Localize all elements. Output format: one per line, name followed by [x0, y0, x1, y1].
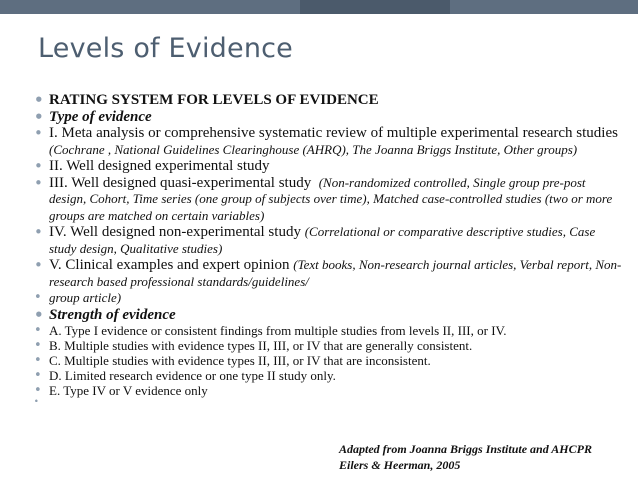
top-bar-segment [0, 0, 300, 14]
list-item: • II. Well designed experimental study [34, 158, 624, 175]
list-item: • I. Meta analysis or comprehensive systematic review of multiple experimental research studies (Cochrane , National Guidelines Clearinghouse (AHRQ), The Joanna Briggs Institute, Other groups) [34, 125, 624, 158]
attribution-line: Eilers & Heerman, 2005 [339, 458, 461, 472]
list-item: • C. Multiple studies with evidence types II, III, or IV that are inconsistent. [34, 353, 624, 368]
attribution-line: Adapted from Joanna Briggs Institute and AHCPR [339, 442, 592, 456]
bullet-list [34, 92, 624, 398]
list-item: • B. Multiple studies with evidence types II, III, or IV that are generally consistent. [34, 338, 624, 353]
list-item: • group article) [34, 290, 624, 307]
list-item: • V. Clinical examples and expert opinion (Text books, Non-research journal articles, Verbal report, Non-research based professional standards/guidelines/ [34, 257, 624, 290]
list-item: • Type of evidence [34, 109, 624, 126]
list-item: • IV. Well designed non-experimental study (Correlational or comparative descriptive studies, Case study design, Qualitative studies) [34, 224, 624, 257]
list-item: • D. Limited research evidence or one type II study only. [34, 368, 624, 383]
list-item: • III. Well designed quasi-experimental study (Non-randomized controlled, Single group pre-post design, Cohort, Time series (one group of subjects over time), Matched case-controlled studies (two or more groups are matched on certain variables) [34, 175, 624, 225]
attribution [339, 441, 592, 473]
list-item: • Strength of evidence [34, 307, 624, 324]
list-item: • RATING SYSTEM FOR LEVELS OF EVIDENCE [34, 92, 624, 109]
top-bar-segment [450, 0, 638, 14]
list-item: • E. Type IV or V evidence only [34, 383, 624, 398]
list-item: • A. Type I evidence or consistent findings from multiple studies from levels II, III, or IV. [34, 323, 624, 338]
top-bar [0, 0, 638, 14]
slide-title: Levels of Evidence [38, 33, 293, 64]
